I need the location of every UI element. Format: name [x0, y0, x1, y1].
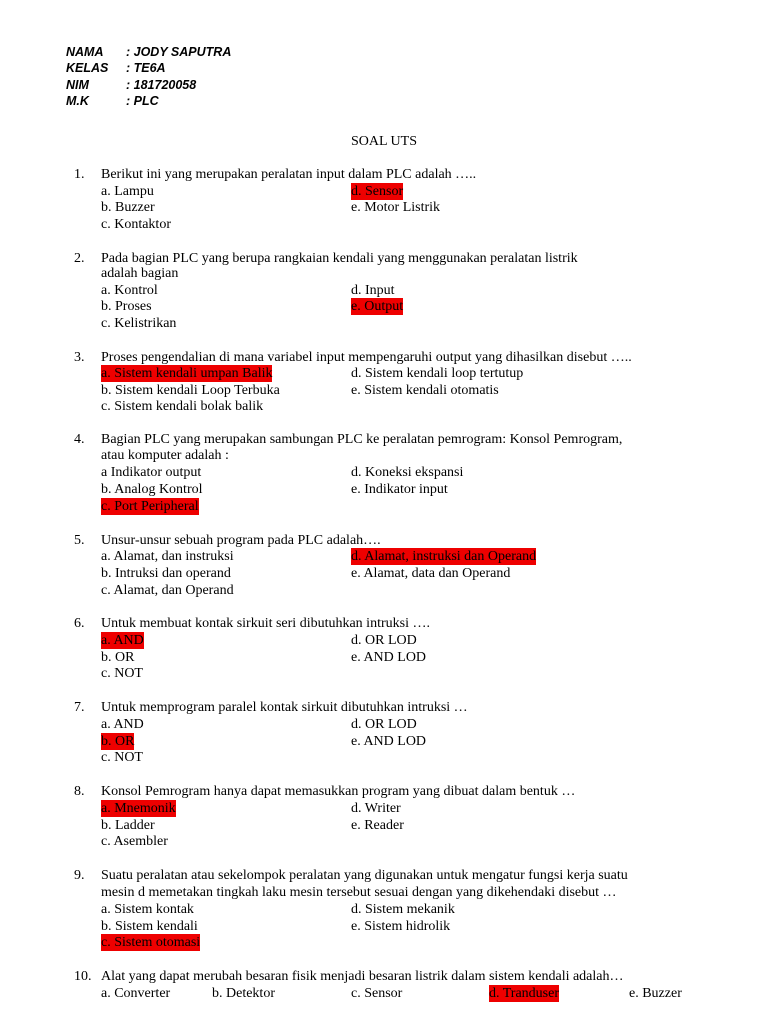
- kelas-label: KELAS: [66, 61, 109, 75]
- option-c: c. Sistem kendali bolak balik: [101, 399, 264, 414]
- option-a: a. Kontrol: [101, 283, 158, 298]
- option-c: c. NOT: [101, 750, 143, 765]
- question-text: Alat yang dapat merubah besaran fisik menjadi besaran listrik dalam sistem kendali adalah…: [101, 969, 624, 984]
- option-a-answer: a. Mnemonik: [101, 801, 176, 816]
- nama-value: : JODY SAPUTRA: [126, 45, 232, 59]
- option-b: b. Sistem kendali Loop Terbuka: [101, 383, 280, 398]
- option-e: e. Indikator input: [351, 482, 448, 497]
- nim-label: NIM: [66, 78, 89, 92]
- question-text: Pada bagian PLC yang berupa rangkaian kendali yang menggunakan peralatan listrik: [101, 251, 578, 266]
- option-d-answer: d. Tranduser: [489, 986, 560, 1001]
- question-number: 1.: [74, 167, 85, 182]
- option-e: e. Sistem hidrolik: [351, 919, 451, 934]
- option-a: a. Sistem kontak: [101, 902, 194, 917]
- option-e: e. AND LOD: [351, 650, 427, 665]
- option-c: c. Asembler: [101, 834, 168, 849]
- question-number: 3.: [74, 350, 85, 365]
- option-c: c. Alamat, dan Operand: [101, 583, 234, 598]
- option-b-answer: b. OR: [101, 734, 135, 749]
- option-b: b. Ladder: [101, 818, 155, 833]
- question-number: 10.: [74, 969, 92, 984]
- option-d: d. Sistem kendali loop tertutup: [351, 366, 524, 381]
- option-d: d. Input: [351, 283, 395, 298]
- option-c: c. Kontaktor: [101, 217, 171, 232]
- option-a-answer: a. Sistem kendali umpan Balik: [101, 366, 273, 381]
- option-a: a. Alamat, dan instruksi: [101, 549, 234, 564]
- option-b: b. Intruksi dan operand: [101, 566, 231, 581]
- question-number: 8.: [74, 784, 85, 799]
- option-e: e. Sistem kendali otomatis: [351, 383, 499, 398]
- mk-value: : PLC: [126, 94, 159, 108]
- option-a: a. Lampu: [101, 184, 154, 199]
- option-e: e. Alamat, data dan Operand: [351, 566, 511, 581]
- option-a: a Indikator output: [101, 465, 202, 480]
- option-d: d. OR LOD: [351, 717, 417, 732]
- nim-value: : 181720058: [126, 78, 197, 92]
- question-number: 7.: [74, 700, 85, 715]
- option-a: a. AND: [101, 717, 144, 732]
- question-text: Untuk membuat kontak sirkuit seri dibutuhkan intruksi ….: [101, 616, 430, 631]
- page-title: SOAL UTS: [351, 134, 417, 149]
- question-number: 2.: [74, 251, 85, 266]
- option-d: d. Sistem mekanik: [351, 902, 455, 917]
- option-e-answer: e. Output: [351, 299, 404, 314]
- question-number: 6.: [74, 616, 85, 631]
- option-d-answer: d. Alamat, instruksi dan Operand: [351, 549, 537, 564]
- option-c-answer: c. Port Peripheral: [101, 499, 199, 514]
- option-e: e. Reader: [351, 818, 404, 833]
- question-number: 4.: [74, 432, 85, 447]
- nama-label: NAMA: [66, 45, 104, 59]
- option-a-answer: a. AND: [101, 633, 144, 648]
- option-c: c. Kelistrikan: [101, 316, 177, 331]
- question-text: Bagian PLC yang merupakan sambungan PLC ke peralatan pemrogram: Konsol Pemrogram,: [101, 432, 623, 447]
- kelas-value: : TE6A: [126, 61, 166, 75]
- question-text: Suatu peralatan atau sekelompok peralatan yang digunakan untuk mengatur fungsi kerja suatu: [101, 868, 628, 883]
- option-d: d. OR LOD: [351, 633, 417, 648]
- option-b: b. OR: [101, 650, 135, 665]
- option-c-answer: c. Sistem otomasi: [101, 935, 201, 950]
- question-text-line2: adalah bagian: [101, 266, 179, 281]
- question-text-line2: atau komputer adalah :: [101, 448, 229, 463]
- option-b: b. Analog Kontrol: [101, 482, 203, 497]
- option-c: c. Sensor: [351, 986, 403, 1001]
- question-number: 5.: [74, 533, 85, 548]
- question-text: Proses pengendalian di mana variabel input mempengaruhi output yang dihasilkan disebut …..: [101, 350, 632, 365]
- option-e: e. Motor Listrik: [351, 200, 441, 215]
- question-text: Unsur-unsur sebuah program pada PLC adalah….: [101, 533, 381, 548]
- question-text: Berikut ini yang merupakan peralatan input dalam PLC adalah …..: [101, 167, 477, 182]
- mk-label: M.K: [66, 94, 89, 108]
- option-b: b. Detektor: [212, 986, 275, 1001]
- question-text-line2: mesin d memetakan tingkah laku mesin tersebut sesuai dengan yang dikehendaki disebut …: [101, 885, 617, 900]
- option-e: e. AND LOD: [351, 734, 427, 749]
- option-d-answer: d. Sensor: [351, 184, 404, 199]
- question-text: Konsol Pemrogram hanya dapat memasukkan program yang dibuat dalam bentuk …: [101, 784, 576, 799]
- option-b: b. Proses: [101, 299, 152, 314]
- student-info: [66, 44, 266, 108]
- option-d: d. Koneksi ekspansi: [351, 465, 464, 480]
- option-a: a. Converter: [101, 986, 171, 1001]
- option-b: b. Buzzer: [101, 200, 155, 215]
- option-d: d. Writer: [351, 801, 401, 816]
- option-e: e. Buzzer: [629, 986, 682, 1001]
- question-text: Untuk memprogram paralel kontak sirkuit dibutuhkan intruksi …: [101, 700, 468, 715]
- question-number: 9.: [74, 868, 85, 883]
- option-b: b. Sistem kendali: [101, 919, 198, 934]
- option-c: c. NOT: [101, 666, 143, 681]
